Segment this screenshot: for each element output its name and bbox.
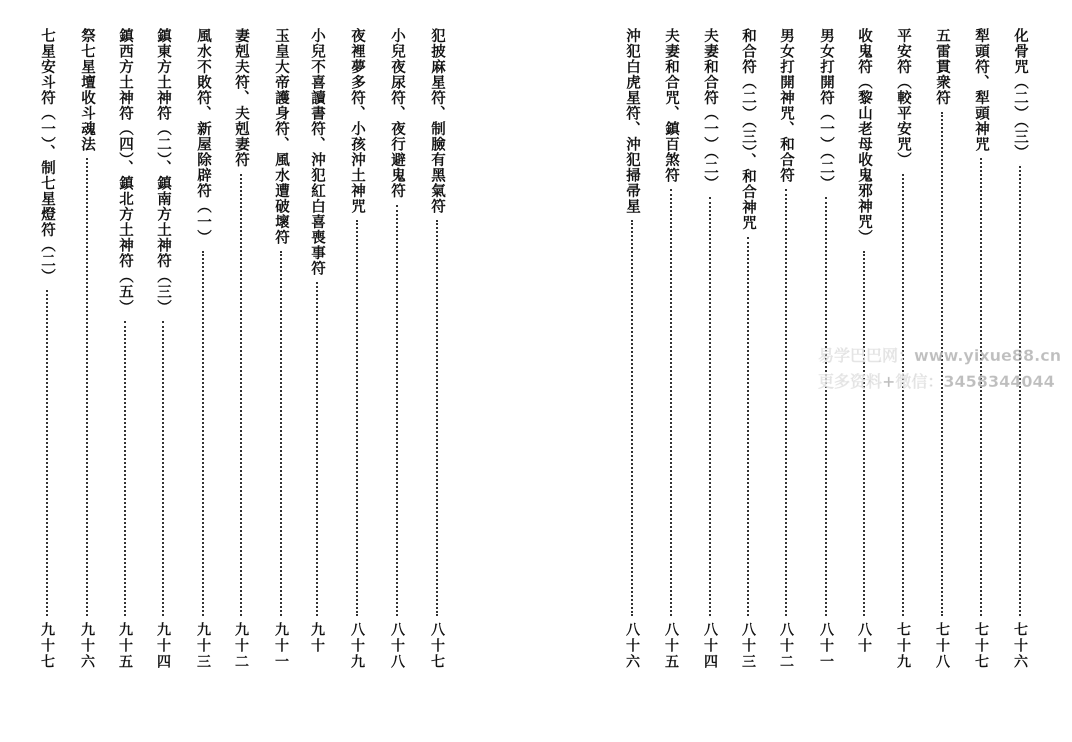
- toc-page-number: 八十三: [740, 622, 756, 670]
- dot-leader: [316, 282, 318, 616]
- toc-entry-title: 夜裡夢多符、小孩沖土神咒: [349, 28, 366, 214]
- toc-entry: [775, 28, 797, 688]
- dot-leader: [825, 197, 827, 616]
- toc-entry-title: 玉皇大帝護身符、風水遭破壞符: [273, 28, 290, 245]
- toc-entry-title: 男女打開神咒、和合符: [778, 28, 795, 183]
- toc-entry-title: 妻剋夫符、夫剋妻符: [233, 28, 250, 168]
- dot-leader: [396, 205, 398, 616]
- toc-page-number: 八十五: [663, 622, 679, 670]
- toc-entry: [699, 28, 721, 688]
- dot-leader: [86, 158, 88, 616]
- dot-leader: [863, 251, 865, 616]
- toc-entry: [76, 28, 98, 688]
- dot-leader: [631, 220, 633, 616]
- toc-entry-title: 收鬼符（黎山老母收鬼邪神咒）: [856, 28, 873, 245]
- toc-page-number: 七十六: [1012, 622, 1028, 670]
- toc-entry: [346, 28, 368, 688]
- dot-leader: [785, 189, 787, 616]
- toc-entry: [306, 28, 328, 688]
- dot-leader: [124, 321, 126, 616]
- toc-entry-title: 男女打開符（一）（二）: [818, 28, 835, 192]
- toc-page-number: 七十九: [895, 622, 911, 670]
- toc-entry-title: 犯披麻星符、制臉有黑氣符: [429, 28, 446, 214]
- dot-leader: [240, 174, 242, 616]
- dot-leader: [436, 220, 438, 616]
- dot-leader: [280, 251, 282, 616]
- toc-page-number: 九十一: [273, 622, 289, 670]
- toc-entry-title: 夫妻和合符（一）（二）: [702, 28, 719, 192]
- toc-entry: [230, 28, 252, 688]
- toc-page-number: 九十六: [79, 622, 95, 670]
- toc-entry-title: 和合符（二）（三）、和合神咒: [740, 28, 757, 231]
- watermark-site: 易学巴巴网：www.yixue88.cn: [818, 346, 1062, 365]
- toc-entry-title: 沖犯白虎星符、沖犯掃帚星: [624, 28, 641, 214]
- toc-entry: [152, 28, 174, 688]
- toc-page-number: 八十四: [702, 622, 718, 670]
- toc-entry: [114, 28, 136, 688]
- toc-entry-title: 鎮東方土神符（二）、鎮南方土神符（三）: [155, 28, 172, 316]
- toc-entry: [737, 28, 759, 688]
- toc-entry-title: 鎮西方土神符（四）、鎮北方土神符（五）: [117, 28, 134, 316]
- toc-entry-title: 小兒不喜讀書符、沖犯紅白喜喪事符: [309, 28, 326, 276]
- toc-page-number: 九十三: [195, 622, 211, 670]
- toc-page-number: 九十五: [117, 622, 133, 670]
- dot-leader: [46, 290, 48, 616]
- toc-entry-title: 五雷貫衆符: [934, 28, 951, 106]
- toc-page-number: 八十八: [389, 622, 405, 670]
- toc-page-number: 七十七: [973, 622, 989, 670]
- toc-page-number: 八十: [856, 622, 872, 654]
- toc-page-number: 九十二: [233, 622, 249, 670]
- toc-page-number: 九十七: [39, 622, 55, 670]
- toc-entry-title: 平安符（較平安咒）: [895, 28, 912, 168]
- toc-page-number: 八十九: [349, 622, 365, 670]
- dot-leader: [670, 189, 672, 616]
- toc-entry-title: 化骨咒（二）（三）: [1012, 28, 1029, 161]
- toc-page-number: 八十七: [429, 622, 445, 670]
- watermark-contact: 更多资料+微信：3458344044: [818, 372, 1055, 391]
- right-page: [536, 0, 1072, 742]
- toc-page-number: 八十二: [778, 622, 794, 670]
- toc-entry: [660, 28, 682, 688]
- toc-page-number: 八十六: [624, 622, 640, 670]
- toc-entry: [386, 28, 408, 688]
- toc-entry-title: 犁頭符、犁頭神咒: [973, 28, 990, 152]
- dot-leader: [709, 197, 711, 616]
- toc-page-number: 八十一: [818, 622, 834, 670]
- toc-entry-title: 風水不敗符、新屋除辟符（一）: [195, 28, 212, 245]
- toc-entry: [36, 28, 58, 688]
- toc-entry: [192, 28, 214, 688]
- dot-leader: [902, 174, 904, 616]
- toc-page-number: 九十四: [155, 622, 171, 670]
- dot-leader: [356, 220, 358, 616]
- toc-page-number: 七十八: [934, 622, 950, 670]
- toc-entry-title: 祭七星壇收斗魂法: [79, 28, 96, 152]
- toc-entry: [270, 28, 292, 688]
- dot-leader: [202, 251, 204, 616]
- toc-entry-title: 夫妻和合咒、鎮百煞符: [663, 28, 680, 183]
- toc-entry-title: 七星安斗符（一）、制七星燈符（二）: [39, 28, 56, 285]
- dot-leader: [162, 321, 164, 616]
- toc-page-number: 九十: [309, 622, 325, 654]
- toc-entry: [621, 28, 643, 688]
- dot-leader: [747, 237, 749, 616]
- toc-entry-title: 小兒夜尿符、夜行避鬼符: [389, 28, 406, 199]
- toc-entry: [426, 28, 448, 688]
